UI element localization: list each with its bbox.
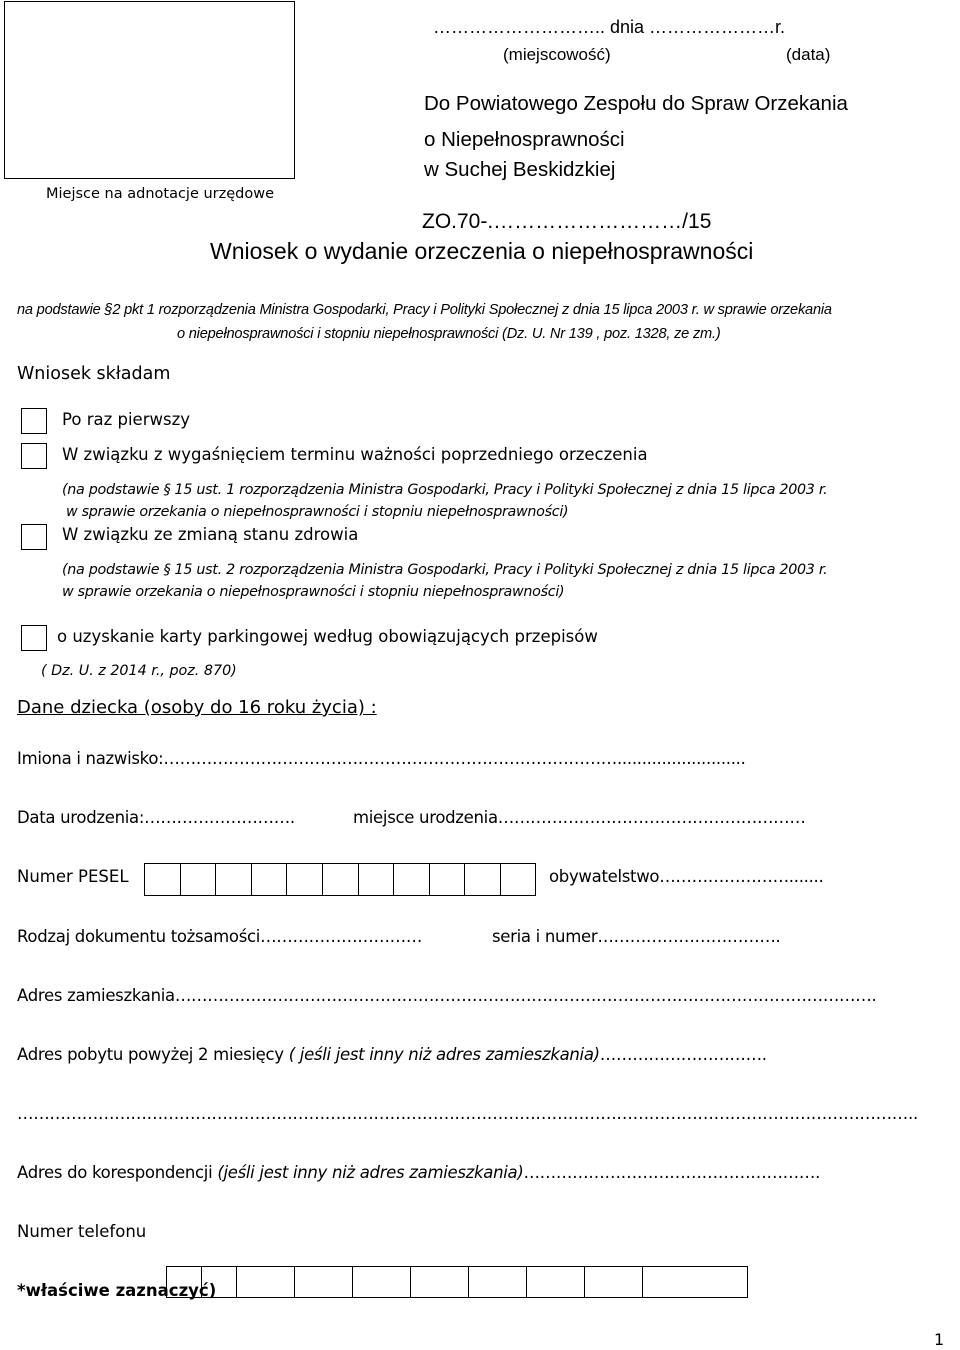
option-parking-card-label: o uzyskanie karty parkingowej według obowiązujących przepisów bbox=[57, 627, 598, 646]
addressee-line2: o Niepełnosprawności bbox=[424, 128, 625, 151]
phone-label: Numer telefonu bbox=[17, 1222, 147, 1241]
correspondence-note: (jeśli jest inny niż adres zamieszkania) bbox=[217, 1163, 524, 1182]
option-first-time-label: Po raz pierwszy bbox=[62, 410, 191, 429]
stay-address-field[interactable] bbox=[17, 1045, 767, 1064]
addressee-line3: w Suchej Beskidzkiej bbox=[424, 158, 616, 181]
correspondence-address-field[interactable] bbox=[17, 1163, 820, 1182]
phone-grid[interactable] bbox=[166, 1266, 748, 1298]
pesel-cell[interactable] bbox=[501, 864, 535, 895]
health-basis-line1: (na podstawie § 15 ust. 2 rozporządzenia Ministra Gospodarki, Pracy i Polityki Społecznej z dnia 15 lipca 2003 r. bbox=[62, 562, 828, 578]
form-title: Wniosek o wydanie orzeczenia o niepełnosprawności bbox=[210, 238, 754, 264]
correspondence-dots: ………………………………………………. bbox=[523, 1163, 821, 1182]
citizenship-field[interactable]: obywatelstwo……………………....... bbox=[549, 867, 824, 886]
expiry-basis-line1: (na podstawie § 15 ust. 1 rozporządzenia Ministra Gospodarki, Pracy i Polityki Społecznej z dnia 15 lipca 2003 r. bbox=[62, 482, 828, 498]
pesel-cell[interactable] bbox=[430, 864, 466, 895]
phone-cell[interactable] bbox=[353, 1267, 411, 1297]
birth-date-field[interactable]: Data urodzenia:………………………. bbox=[17, 808, 295, 827]
option-health-change-label: W związku ze zmianą stanu zdrowia bbox=[62, 525, 359, 544]
checkbox-first-time[interactable] bbox=[21, 408, 47, 434]
phone-cell[interactable] bbox=[527, 1267, 585, 1297]
birth-place-field[interactable]: miejsce urodzenia………………………………………………… bbox=[353, 808, 806, 827]
addressee-line1: Do Powiatowego Zespołu do Spraw Orzekania bbox=[424, 92, 848, 115]
pesel-cell[interactable] bbox=[323, 864, 359, 895]
option-expiry-label: W związku z wygaśnięciem terminu ważności poprzedniego orzeczenia bbox=[62, 445, 648, 464]
case-number: ZO.70-.………………………/15 bbox=[422, 210, 712, 233]
official-notes-box bbox=[4, 1, 295, 179]
phone-cell[interactable] bbox=[167, 1267, 202, 1297]
official-notes-caption: Miejsce na adnotacje urzędowe bbox=[46, 186, 275, 202]
place-caption: (miejscowość) bbox=[503, 45, 611, 64]
application-heading: Wniosek składam bbox=[17, 364, 171, 384]
phone-cell[interactable] bbox=[295, 1267, 353, 1297]
place-date-line[interactable]: ……………………….. dnia …………………r. bbox=[433, 17, 786, 37]
pesel-cell[interactable] bbox=[145, 864, 181, 895]
parking-basis: ( Dz. U. z 2014 r., poz. 870) bbox=[41, 663, 237, 679]
id-document-field[interactable]: Rodzaj dokumentu tożsamości………………………… bbox=[17, 927, 423, 946]
checkbox-expiry[interactable] bbox=[21, 443, 47, 469]
stay-address-dots: …………………………. bbox=[599, 1045, 767, 1064]
footnote: *właściwe zaznaczyć) bbox=[17, 1281, 217, 1300]
address-field[interactable]: Adres zamieszkania…………………………………………………………………………………………………………………. bbox=[17, 986, 877, 1005]
pesel-cell[interactable] bbox=[465, 864, 501, 895]
pesel-grid[interactable] bbox=[144, 863, 536, 896]
checkbox-health-change[interactable] bbox=[21, 524, 47, 550]
checkbox-parking-card[interactable] bbox=[21, 625, 47, 651]
pesel-cell[interactable] bbox=[216, 864, 252, 895]
pesel-cell[interactable] bbox=[394, 864, 430, 895]
pesel-cell[interactable] bbox=[287, 864, 323, 895]
expiry-basis-line2: w sprawie orzekania o niepełnosprawności i stopniu niepełnosprawności) bbox=[66, 504, 569, 520]
legal-basis-line2: o niepełnosprawności i stopniu niepełnosprawności (Dz. U. Nr 139 , poz. 1328, ze zm.) bbox=[177, 326, 721, 342]
child-data-heading: Dane dziecka (osoby do 16 roku życia) : bbox=[17, 697, 377, 718]
pesel-cell[interactable] bbox=[181, 864, 217, 895]
pesel-label: Numer PESEL bbox=[17, 867, 129, 886]
phone-cell[interactable] bbox=[585, 1267, 643, 1297]
health-basis-line2: w sprawie orzekania o niepełnosprawności i stopniu niepełnosprawności) bbox=[62, 584, 565, 600]
legal-basis-line1: na podstawie §2 pkt 1 rozporządzenia Ministra Gospodarki, Pracy i Polityki Społecznej z dnia 15 lipca 2003 r. w sprawie orzekania bbox=[17, 302, 832, 318]
pesel-cell[interactable] bbox=[359, 864, 395, 895]
date-caption: (data) bbox=[786, 45, 831, 64]
phone-cell[interactable] bbox=[237, 1267, 295, 1297]
phone-cell[interactable] bbox=[411, 1267, 469, 1297]
extra-address-line[interactable]: ………………………………………………………………………………………………………………………………………………….. bbox=[17, 1104, 918, 1123]
stay-address-note: ( jeśli jest inny niż adres zamieszkania) bbox=[288, 1045, 600, 1064]
correspondence-label: Adres do korespondencji bbox=[17, 1163, 218, 1182]
phone-cell[interactable] bbox=[202, 1267, 237, 1297]
stay-address-label: Adres pobytu powyżej 2 miesięcy bbox=[17, 1045, 289, 1064]
phone-cell[interactable] bbox=[469, 1267, 527, 1297]
phone-cell[interactable] bbox=[643, 1267, 747, 1297]
pesel-cell[interactable] bbox=[252, 864, 288, 895]
id-series-field[interactable]: seria i numer……………………………. bbox=[492, 927, 781, 946]
page-number: 1 bbox=[934, 1330, 945, 1349]
names-field[interactable]: Imiona i nazwisko:………………………………………………………………………….......................... bbox=[17, 749, 746, 768]
